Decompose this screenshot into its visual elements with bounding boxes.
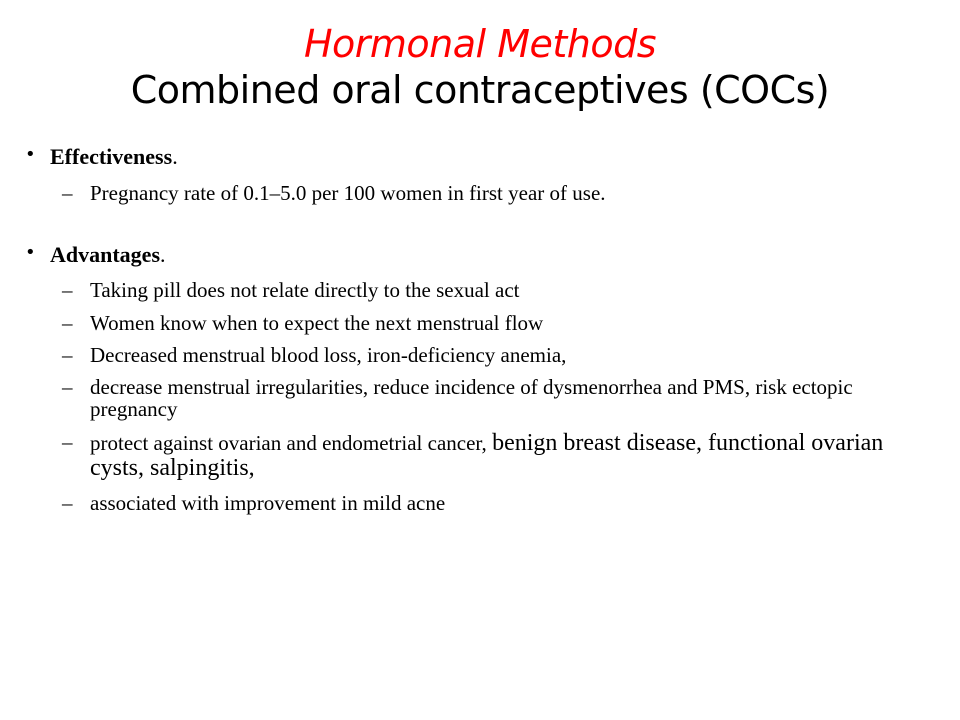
dash-icon: –	[62, 490, 73, 515]
bullet-dot-icon: •	[25, 241, 36, 263]
sub-item-text: Women know when to expect the next menstrual flow	[90, 310, 544, 335]
bullet-heading-suffix: .	[160, 241, 166, 267]
slide-body	[25, 143, 930, 524]
sub-item-text: decrease menstrual irregularities, reduce incidence of dysmenorrhea and PMS, risk ectopic pregnancy	[90, 375, 853, 422]
bullet-heading: Advantages	[50, 241, 161, 267]
bullet-advantages	[25, 241, 930, 270]
section-advantages	[25, 241, 930, 515]
sub-item-text: protect against ovarian and endometrial cancer,	[90, 430, 493, 455]
bullet-heading-suffix: .	[172, 144, 178, 169]
sub-item	[40, 492, 930, 514]
title-cocs: Combined oral contraceptives (COCs)	[130, 67, 830, 112]
sub-item-text-large: benign breast disease, functional ovarian cysts, salpingitis,	[90, 429, 884, 482]
dash-icon: –	[62, 429, 73, 454]
bullet-effectiveness	[25, 143, 930, 172]
dash-icon: –	[62, 278, 73, 303]
bullet-heading: Effectiveness	[50, 144, 173, 169]
sub-item-text: Taking pill does not relate directly to the sexual act	[90, 278, 520, 303]
sub-item	[40, 344, 930, 366]
sub-item	[40, 431, 930, 482]
sub-item-text: Decreased menstrual blood loss, iron-deficiency anemia,	[90, 342, 567, 367]
slide-title	[0, 22, 960, 113]
dash-icon: –	[62, 310, 73, 335]
sub-item-text: Pregnancy rate of 0.1–5.0 per 100 women in first year of use.	[90, 180, 606, 205]
dash-icon: –	[62, 342, 73, 367]
sub-item	[40, 312, 930, 334]
sub-item-text: associated with improvement in mild acne	[90, 490, 446, 515]
title-hormonal-methods: Hormonal Methods	[303, 22, 657, 66]
dash-icon: –	[62, 375, 73, 400]
section-effectiveness	[25, 143, 930, 205]
dash-icon: –	[62, 180, 73, 205]
sub-item	[40, 279, 930, 301]
bullet-dot-icon: •	[25, 144, 36, 165]
sub-item	[40, 376, 930, 421]
sub-item	[40, 182, 930, 204]
